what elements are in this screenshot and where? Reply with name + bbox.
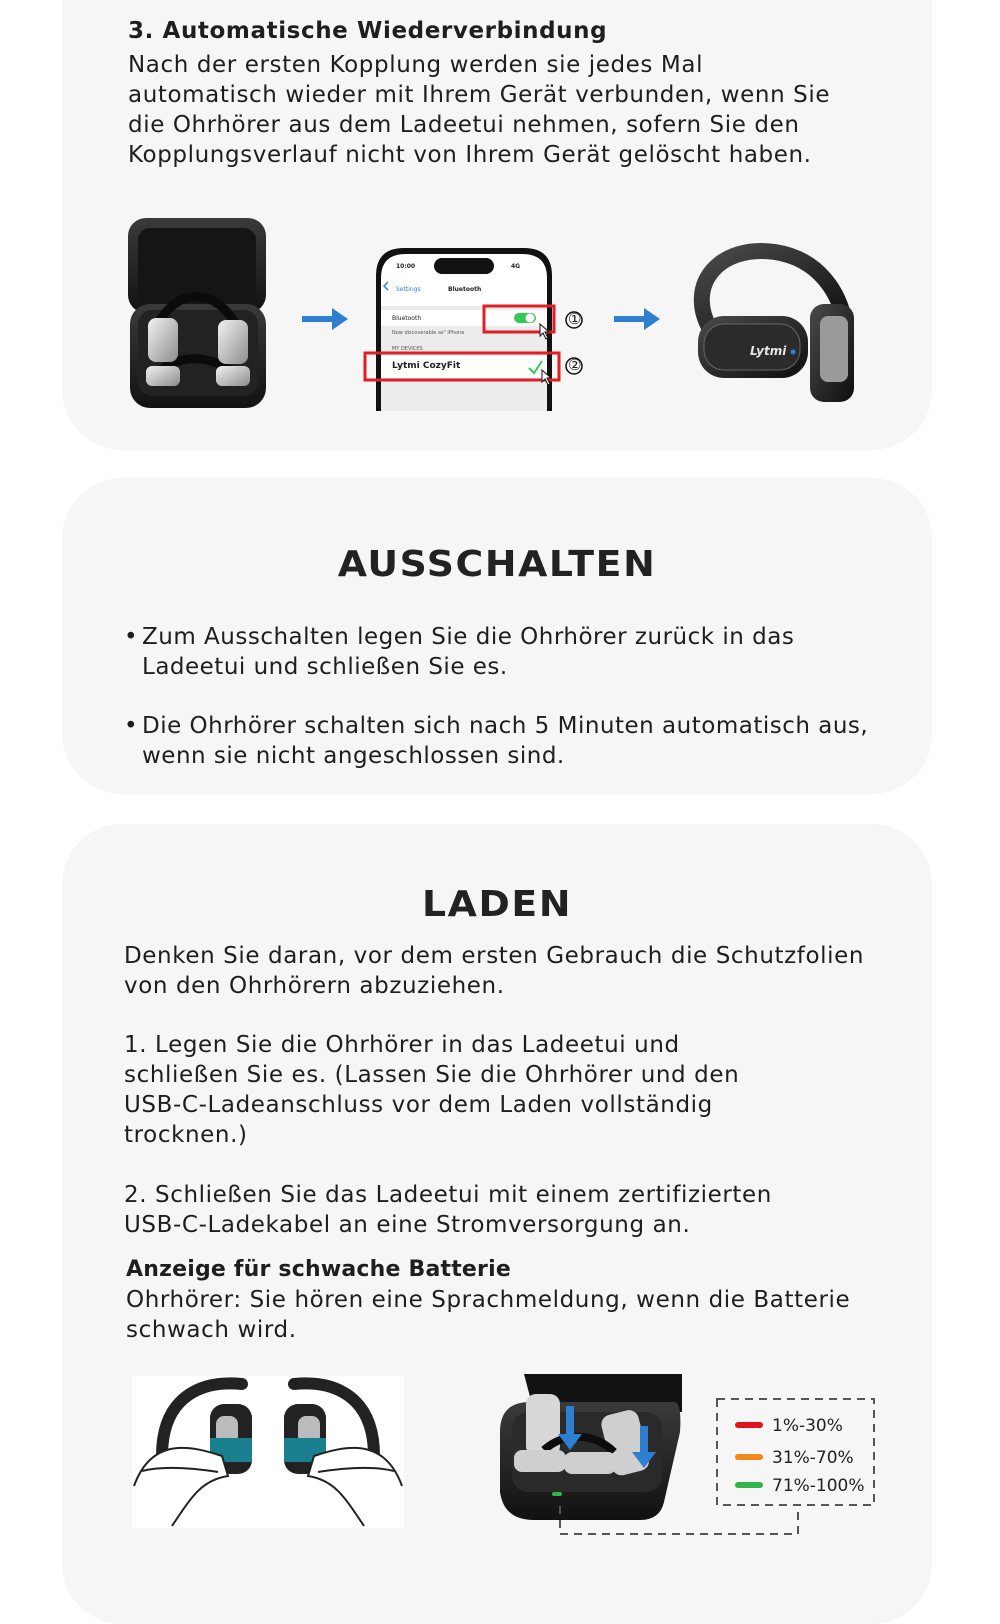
arrow-right-icon (614, 308, 660, 330)
step-1-marker: ① (568, 310, 582, 328)
open-charging-case-image (126, 216, 271, 411)
charging-intro-line-2: von den Ohrhörern abzuziehen. (124, 973, 505, 999)
power-off-bullet-1 (124, 622, 904, 682)
bullet-2-line-1: Die Ohrhörer schalten sich nach 5 Minuten automatisch aus, (142, 713, 869, 739)
legend-label: 31%-70% (772, 1448, 854, 1468)
bullet-1-line-2: Ladeetui und schließen Sie es. (142, 654, 508, 680)
phone-section-label: MY DEVICES (392, 346, 423, 352)
phone-signal: 4G (511, 263, 521, 270)
charging-step2-line-1: 2. Schließen Sie das Ladeetui mit einem zertifizierten (124, 1182, 772, 1208)
bullet-2-line-2: wenn sie nicht angeschlossen sind. (142, 743, 565, 769)
hands-touch-earbuds-illustration (132, 1376, 404, 1528)
charging-step1-line-3: USB-C-Ladeanschluss vor dem Laden vollständig (124, 1092, 713, 1118)
arrow-right-icon (302, 308, 348, 330)
bullet-dot: • (124, 713, 139, 739)
charging-heading: LADEN (421, 884, 573, 925)
charging-step1-line-4: trocknen.) (124, 1122, 248, 1148)
phone-device-name: Lytmi CozyFit (392, 361, 461, 371)
reconnect-line-4: Kopplungsverlauf nicht von Ihrem Gerät gelöscht haben. (128, 142, 812, 168)
earbud-brand-logo: Lytmi (750, 344, 787, 358)
bullet-1-line-1: Zum Ausschalten legen Sie die Ohrhörer zurück in das (142, 624, 795, 650)
phone-back-label: Settings (396, 286, 421, 293)
battery-legend (556, 1396, 878, 1538)
legend-label: 71%-100% (772, 1476, 865, 1496)
low-battery-line-2: schwach wird. (126, 1317, 297, 1343)
power-off-heading: AUSSCHALTEN (337, 544, 657, 585)
phone-bluetooth-screen (364, 246, 594, 411)
legend-label: 1%-30% (772, 1416, 843, 1436)
reconnect-line-2: automatisch wieder mit Ihrem Gerät verbunden, wenn Sie (128, 82, 831, 108)
phone-time: 10:00 (396, 263, 416, 270)
reconnect-line-3: die Ohrhörer aus dem Ladeetui nehmen, sofern Sie den (128, 112, 800, 138)
reconnect-line-1: Nach der ersten Kopplung werden sie jedes Mal (128, 52, 704, 78)
charging-intro-line-1: Denken Sie daran, vor dem ersten Gebrauch die Schutzfolien (124, 943, 865, 969)
charging-step2-line-2: USB-C-Ladekabel an eine Stromversorgung an. (124, 1212, 691, 1238)
charging-step1-line-1: 1. Legen Sie die Ohrhörer in das Ladeetui und (124, 1032, 680, 1058)
charging-step1-line-2: schließen Sie es. (Lassen Sie die Ohrhörer und den (124, 1062, 740, 1088)
earbud-image (680, 244, 860, 409)
phone-bluetooth-row: Bluetooth (392, 315, 422, 322)
reconnect-title: 3. Automatische Wiederverbindung (128, 18, 608, 44)
phone-screen-title: Bluetooth (448, 286, 482, 293)
low-battery-title: Anzeige für schwache Batterie (126, 1257, 511, 1282)
low-battery-line-1: Ohrhörer: Sie hören eine Sprachmeldung, wenn die Batterie (126, 1287, 851, 1313)
phone-discoverable-text: Now discoverable as" iPhone (392, 330, 465, 336)
step-2-marker: ② (568, 356, 582, 374)
bullet-dot: • (124, 624, 139, 650)
power-off-bullet-2 (124, 711, 904, 771)
